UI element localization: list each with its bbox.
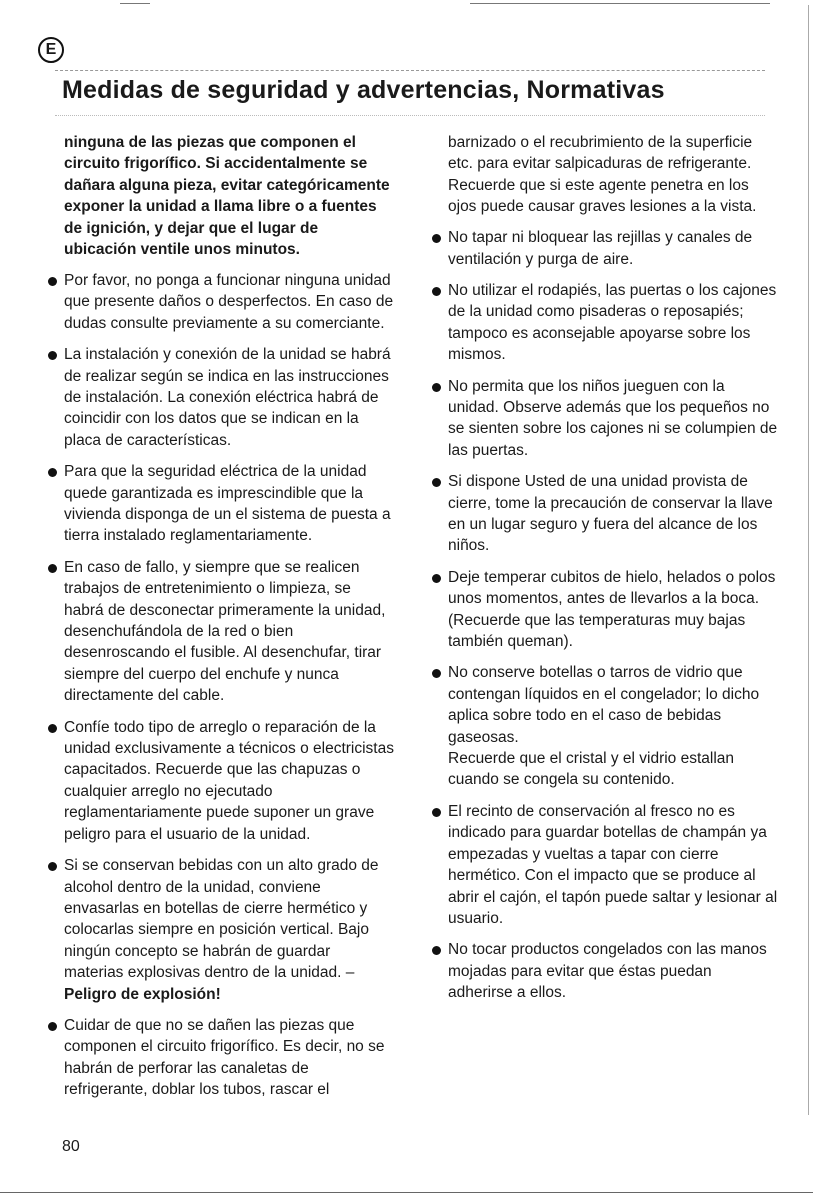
list-item	[448, 662, 778, 790]
bullet-icon	[48, 1022, 57, 1031]
bullet-icon	[48, 862, 57, 871]
item-text: Confíe todo tipo de arreglo o reparación de la unidad exclusivamente a técnicos o electricistas capacitados. Recuerde que las chapuzas o cualquier arreglo no ejecutado reglamentariamente puede suponer un grave peligro para el usuario de la unidad.	[64, 718, 394, 843]
left-column	[64, 132, 394, 1111]
list-item	[64, 344, 394, 451]
item-text: Cuidar de que no se dañen las piezas que componen el circuito frigorífico. Es decir, no se habrán de perforar las canaletas de refrigerante, doblar los tubos, rascar el	[64, 1016, 385, 1099]
item-text: Para que la seguridad eléctrica de la unidad quede garantizada es imprescindible que la vivienda disponga de un el sistema de puesta a tierra instalado reglamentariamente.	[64, 463, 391, 545]
page-title: Medidas de seguridad y advertencias, Normativas	[62, 76, 665, 104]
list-item	[64, 270, 394, 334]
bullet-icon	[432, 574, 441, 583]
right-column	[448, 132, 778, 1014]
list-item	[448, 471, 778, 557]
item-text: Si se conservan bebidas con un alto grado de alcohol dentro de la unidad, conviene envasarlas en botellas de cierre hermético y colocarlas siempre en posición vertical. Bajo ningún concepto se habrán de guardar materias explosivas dentro de la unidad. –	[64, 857, 379, 982]
item-text: En caso de fallo, y siempre que se realicen trabajos de entretenimiento o limpieza, se habrá de desconectar primeramente la unidad, desenchufándola de la red o bien desenroscando el fusible. Al desenchufar, tirar siempre del cuerpo del enchufe y nunca directamente del cable.	[64, 558, 386, 705]
item-text: No conserve botellas o tarros de vidrio que contengan líquidos en el congelador; lo dicho aplica sobre todo en el caso de bebidas gaseosas.	[448, 664, 760, 746]
bullet-icon	[432, 478, 441, 487]
bullet-icon	[432, 808, 441, 817]
list-item	[64, 461, 394, 547]
bullet-icon	[48, 564, 57, 573]
item-text: No tapar ni bloquear las rejillas y canales de ventilación y purga de aire.	[448, 229, 753, 268]
item-text-continued: Recuerde que el cristal y el vidrio estallan cuando se congela su contenido.	[448, 750, 735, 789]
list-item	[64, 557, 394, 707]
list-item	[448, 376, 778, 462]
scan-edge-right	[808, 5, 809, 1115]
list-item	[448, 567, 778, 653]
scan-edge-bottom	[0, 1192, 813, 1193]
scan-edge-top	[120, 3, 150, 4]
bullet-icon	[432, 669, 441, 678]
list-item	[448, 227, 778, 270]
warning-emphasis: Peligro de explosión!	[64, 985, 221, 1003]
item-text: Deje temperar cubitos de hielo, helados o polos unos momentos, antes de llevarlos a la boca. (Recuerde que las temperaturas muy bajas también queman).	[448, 568, 776, 651]
lead-paragraph: ninguna de las piezas que componen el circuito frigorífico. Si accidentalmente se dañara alguna pieza, evitar categóricamente exponer la unidad a llama libre o a fuentes de ignición, y dejar que el lugar de ubicación ventile unos minutos.	[64, 134, 390, 259]
page-number: 80	[62, 1138, 80, 1155]
list-item	[64, 717, 394, 845]
item-text: El recinto de conservación al fresco no es indicado para guardar botellas de champán ya empezadas y vueltas a tapar con cierre hermético. Con el impacto que se produce al abrir el cajón, el tapón puede saltar y lesionar al usuario.	[448, 802, 778, 927]
item-text: No permita que los niños jueguen con la unidad. Observe además que los pequeños no se sienten sobre los cajones ni se columpien de las puertas.	[448, 377, 778, 459]
item-text: No tocar productos congelados con las manos mojadas para evitar que éstas puedan adherirse a ellos.	[448, 941, 767, 1002]
bullet-icon	[48, 724, 57, 733]
list-item	[64, 855, 394, 1005]
item-text: Si dispone Usted de una unidad provista de cierre, tome la precaución de conservar la llave en un lugar seguro y fuera del alcance de los niños.	[448, 473, 773, 555]
list-item	[448, 939, 778, 1003]
scan-edge-top	[470, 3, 770, 4]
item-text: No utilizar el rodapiés, las puertas o los cajones de la unidad como pisaderas o reposapiés; tampoco es aconsejable apoyarse sobre los mismos.	[448, 281, 777, 364]
bullet-icon	[48, 351, 57, 360]
list-item	[64, 1015, 394, 1101]
list-item	[448, 801, 778, 929]
lead-paragraph: barnizado o el recubrimiento de la superficie etc. para evitar salpicaduras de refrigerante. Recuerde que si este agente penetra en los ojos puede causar graves lesiones a la vista.	[448, 134, 757, 216]
bullet-icon	[48, 277, 57, 286]
list-item	[448, 280, 778, 366]
item-text: La instalación y conexión de la unidad se habrá de realizar según se indica en las instrucciones de instalación. La conexión eléctrica habrá de coincidir con los datos que se indican en la placa de características.	[64, 346, 391, 449]
bullet-icon	[432, 234, 441, 243]
bullet-icon	[432, 287, 441, 296]
bullet-icon	[432, 946, 441, 955]
item-text: Por favor, no ponga a funcionar ninguna unidad que presente daños o desperfectos. En caso de dudas consulte previamente a su comerciante.	[64, 271, 394, 332]
bullet-icon	[48, 468, 57, 477]
bullet-icon	[432, 383, 441, 392]
language-badge: E	[38, 37, 64, 63]
